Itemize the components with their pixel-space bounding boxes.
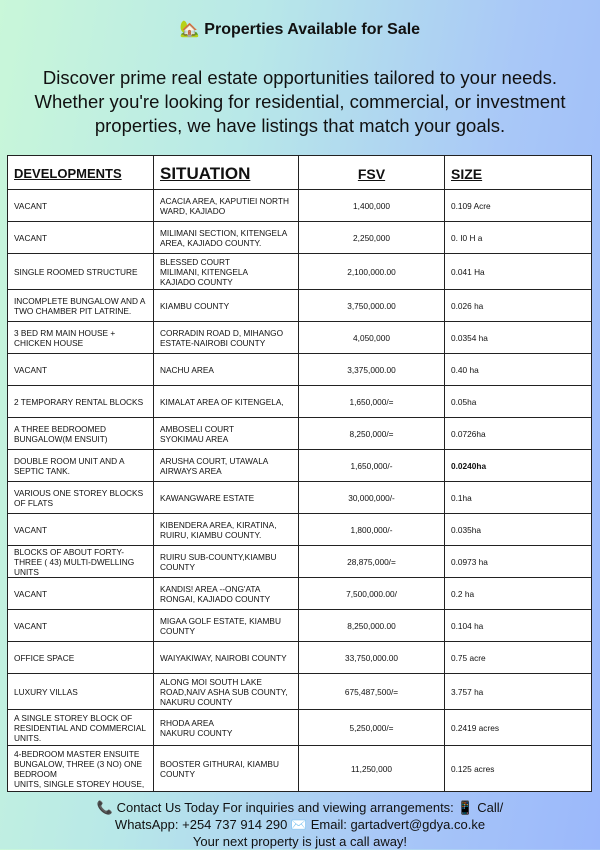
cell-fsv: 5,250,000/=: [299, 710, 445, 746]
cell-development: BLOCKS OF ABOUT FORTY-THREE ( 43) MULTI-DWELLING UNITS: [8, 546, 154, 578]
cell-situation: KAWANGWARE ESTATE: [154, 482, 299, 514]
col-header-situation: SITUATION: [154, 156, 299, 190]
cell-situation: BOOSTER GITHURAI, KIAMBU COUNTY: [154, 746, 299, 792]
cell-size: 0.035ha: [445, 514, 592, 546]
properties-table: [7, 155, 592, 792]
footer-line-2: WhatsApp: +254 737 914 290 ✉️ Email: gartadvert@gdya.co.ke: [114, 817, 486, 832]
cell-situation: KIBENDERA AREA, KIRATINA, RUIRU, KIAMBU COUNTY.: [154, 514, 299, 546]
cell-fsv: 1,400,000: [299, 190, 445, 222]
table-row: [8, 254, 592, 290]
cell-development: 4-BEDROOM MASTER ENSUITE BUNGALOW, THREE (3 NO) ONE BEDROOM UNITS, SINGLE STOREY HOUSE,: [8, 746, 154, 792]
cell-size: 0.75 acre: [445, 642, 592, 674]
cell-size: 0.041 Ha: [445, 254, 592, 290]
cell-development: A THREE BEDROOMED BUNGALOW(M ENSUIT): [8, 418, 154, 450]
cell-fsv: 1,650,000/=: [299, 386, 445, 418]
cell-situation: KIAMBU COUNTY: [154, 290, 299, 322]
cell-development: VACANT: [8, 190, 154, 222]
table-row: [8, 386, 592, 418]
cell-situation: AMBOSELI COURT SYOKIMAU AREA: [154, 418, 299, 450]
cell-fsv: 8,250,000/=: [299, 418, 445, 450]
cell-situation: ALONG MOI SOUTH LAKE ROAD,NAIV ASHA SUB COUNTY, NAKURU COUNTY: [154, 674, 299, 710]
cell-development: INCOMPLETE BUNGALOW AND A TWO CHAMBER PIT LATRINE.: [8, 290, 154, 322]
cell-size: 0.0354 ha: [445, 322, 592, 354]
intro-text: Discover prime real estate opportunities tailored to your needs. Whether you're looking for residential, commercial, or investment properties, we have listings that match your goals.: [34, 67, 566, 136]
table-row: [8, 354, 592, 386]
cell-situation: RHODA AREA NAKURU COUNTY: [154, 710, 299, 746]
cell-fsv: 8,250,000.00: [299, 610, 445, 642]
table-row: [8, 746, 592, 792]
cell-situation: ACACIA AREA, KAPUTIEI NORTH WARD, KAJIADO: [154, 190, 299, 222]
table-row: [8, 450, 592, 482]
cell-size: 0.1ha: [445, 482, 592, 514]
contact-footer: [0, 799, 600, 850]
cell-development: 2 TEMPORARY RENTAL BLOCKS: [8, 386, 154, 418]
cell-situation: MILIMANI SECTION, KITENGELA AREA, KAJIADO COUNTY.: [154, 222, 299, 254]
cell-development: OFFICE SPACE: [8, 642, 154, 674]
table-row: [8, 418, 592, 450]
table-row: [8, 578, 592, 610]
cell-development: DOUBLE ROOM UNIT AND A SEPTIC TANK.: [8, 450, 154, 482]
table-row: [8, 546, 592, 578]
cell-development: VACANT: [8, 222, 154, 254]
cell-development: VACANT: [8, 610, 154, 642]
cell-fsv: 33,750,000.00: [299, 642, 445, 674]
cell-fsv: 3,750,000.00: [299, 290, 445, 322]
cell-development: 3 BED RM MAIN HOUSE + CHICKEN HOUSE: [8, 322, 154, 354]
page-title: 🏡 Properties Available for Sale: [179, 21, 421, 38]
cell-development: VACANT: [8, 578, 154, 610]
cell-size: 0.125 acres: [445, 746, 592, 792]
table-row: [8, 222, 592, 254]
cell-fsv: 1,650,000/-: [299, 450, 445, 482]
table-row: [8, 642, 592, 674]
cell-size: 0. I0 H a: [445, 222, 592, 254]
cell-size: 0.109 Acre: [445, 190, 592, 222]
cell-size: 0.104 ha: [445, 610, 592, 642]
cell-development: SINGLE ROOMED STRUCTURE: [8, 254, 154, 290]
cell-size: 0.026 ha: [445, 290, 592, 322]
table-row: [8, 674, 592, 710]
cell-size: 0.0240ha: [445, 450, 592, 482]
table-header-row: [8, 156, 592, 190]
table-row: [8, 190, 592, 222]
cell-situation: NACHU AREA: [154, 354, 299, 386]
footer-line-3: Your next property is just a call away!: [192, 834, 408, 849]
table-row: [8, 290, 592, 322]
cell-fsv: 675,487,500/=: [299, 674, 445, 710]
table-row: [8, 482, 592, 514]
col-header-size: SIZE: [445, 156, 592, 190]
cell-fsv: 2,100,000.00: [299, 254, 445, 290]
cell-situation: KANDIS! AREA --ONG'ATA RONGAI, KAJIADO COUNTY: [154, 578, 299, 610]
cell-fsv: 4,050,000: [299, 322, 445, 354]
cell-size: 0.0726ha: [445, 418, 592, 450]
table-row: [8, 610, 592, 642]
table-row: [8, 322, 592, 354]
cell-situation: WAIYAKIWAY, NAIROBI COUNTY: [154, 642, 299, 674]
cell-size: 3.757 ha: [445, 674, 592, 710]
cell-size: 0.2419 acres: [445, 710, 592, 746]
cell-fsv: 28,875,000/=: [299, 546, 445, 578]
cell-development: LUXURY VILLAS: [8, 674, 154, 710]
cell-fsv: 2,250,000: [299, 222, 445, 254]
cell-development: A SINGLE STOREY BLOCK OF RESIDENTIAL AND COMMERCIAL UNITS.: [8, 710, 154, 746]
cell-situation: MIGAA GOLF ESTATE, KIAMBU COUNTY: [154, 610, 299, 642]
cell-situation: BLESSED COURT MILIMANI, KITENGELA KAJIADO COUNTY: [154, 254, 299, 290]
cell-size: 0.40 ha: [445, 354, 592, 386]
cell-size: 0.0973 ha: [445, 546, 592, 578]
cell-size: 0.05ha: [445, 386, 592, 418]
col-header-developments: DEVELOPMENTS: [8, 156, 154, 190]
cell-situation: ARUSHA COURT, UTAWALA AIRWAYS AREA: [154, 450, 299, 482]
cell-fsv: 3,375,000.00: [299, 354, 445, 386]
cell-fsv: 30,000,000/-: [299, 482, 445, 514]
table-row: [8, 710, 592, 746]
cell-size: 0.2 ha: [445, 578, 592, 610]
table-row: [8, 514, 592, 546]
cell-fsv: 1,800,000/-: [299, 514, 445, 546]
cell-situation: KIMALAT AREA OF KITENGELA,: [154, 386, 299, 418]
cell-development: VACANT: [8, 514, 154, 546]
cell-situation: RUIRU SUB-COUNTY,KIAMBU COUNTY: [154, 546, 299, 578]
cell-development: VACANT: [8, 354, 154, 386]
col-header-fsv: FSV: [299, 156, 445, 190]
cell-fsv: 7,500,000.00/: [299, 578, 445, 610]
cell-situation: CORRADIN ROAD D, MIHANGO ESTATE-NAIROBI COUNTY: [154, 322, 299, 354]
cell-fsv: 11,250,000: [299, 746, 445, 792]
footer-line-1: 📞 Contact Us Today For inquiries and viewing arrangements: 📱 Call/: [96, 800, 504, 815]
cell-development: VARIOUS ONE STOREY BLOCKS OF FLATS: [8, 482, 154, 514]
